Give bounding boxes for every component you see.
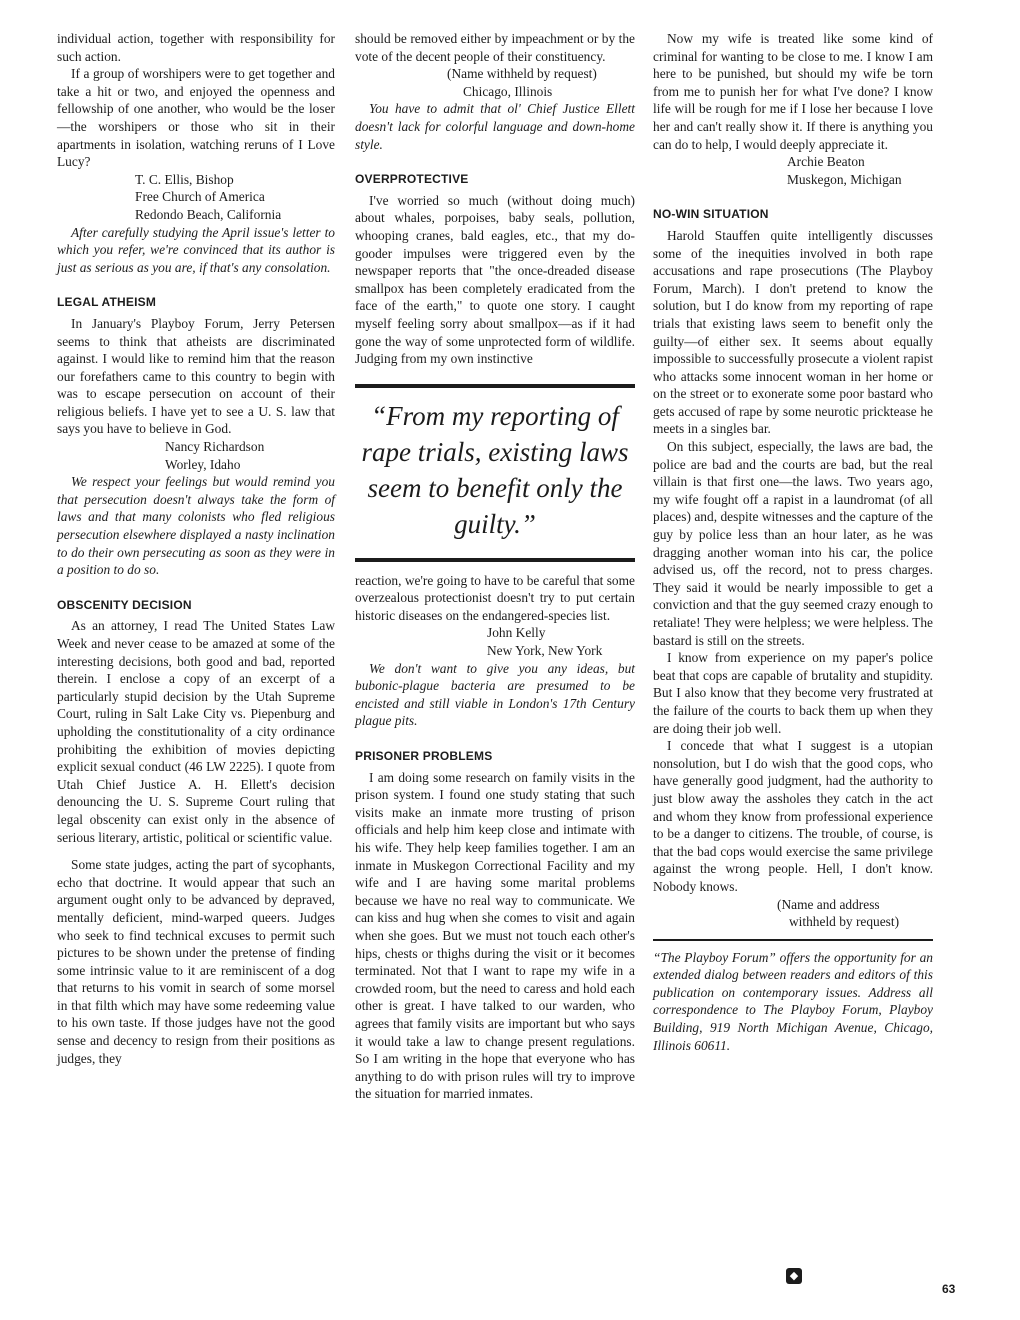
letter-paragraph: Harold Stauffen quite intelligently discusses some of the inequities involved in both rape accusations and rape prosecutions (The Playboy Forum, March). I don't pretend to know the solution, but I do know from my reporting of rape trials that existing laws seem to benefit only the guilty—of either sex. It seems about equally impossible to successfully prosecute a violent rapist who attacks some innocent woman in her home or on the street or to exonerate some poor bastard who gets accused of rape by some neurotic pricktease he meets in a singles bar. bbox=[653, 227, 933, 437]
signature-name: T. C. Ellis, Bishop bbox=[135, 171, 234, 187]
letter-paragraph: I know from experience on my paper's police beat that cops are capable of brutality and stupidity. But I also know that they become very frustrated at the failure of the courts to back them up when they are doing their job well. bbox=[653, 650, 933, 736]
letter-paragraph: I concede that what I suggest is a utopian nonsolution, but I do wish that the good cops, who have generally good judgment, had the authority to just blow away the assholes they catch in the act and whom they know from professional experience to be a danger to citizens. The trouble, of course, is that the bad cops would exercise the same privilege against the wrong people. Hell, I don't know. Nobody knows. bbox=[653, 738, 933, 894]
letter-paragraph: On this subject, especially, the laws are bad, the police are bad and the courts are bad, but the real villain is that first one—the laws. Two years ago, my wife fought off a rapist in a laundromat (of all places) and, despite witnesses and the capture of the guy by police less than an hour later, as he was dragging another woman into his car, the police advised us, off the record, not to press charges. They said it would be nearly impossible to get a conviction and that the guy seemed crazy enough to retaliate! They were helpless; we were helpless. The bastard is still on the streets. bbox=[653, 439, 933, 648]
column-1 bbox=[57, 30, 335, 1067]
letter-paragraph: In January's Playboy Forum, Jerry Petersen seems to think that atheists are discriminated against. I would like to remind him that the reason our forefathers came to this country to begin with was to escape persecution on account of their religious beliefs. I have yet to see a U. S. law that says you have to believe in God. bbox=[57, 315, 335, 437]
signature-name: (Name and address bbox=[777, 896, 880, 912]
rabbit-logo-icon: ◆ bbox=[786, 1268, 802, 1284]
signature-location: New York, New York bbox=[487, 643, 603, 659]
signature-name: Nancy Richardson bbox=[165, 439, 265, 455]
signature-name: Archie Beaton bbox=[787, 154, 865, 170]
editor-reply: We don't want to give you any ideas, but bubonic-plague bacteria are presumed to be encisted and still viable in London's 17th Century plague pits. bbox=[355, 660, 635, 729]
letter-paragraph: I've worried so much (without doing much) about whales, porpoises, baby seals, pollution, whooping cranes, bald eagles, etc., that my do-gooder impulses were triggered even by the newspaper reports that "the once-dreaded disease smallpox has been completely eradicated from the face of the earth," to quote one story. I caught myself feeling sorry about smallpox—as if it had gone the way of some unprotected form of wildlife. Judging from my own instinctive bbox=[355, 192, 635, 367]
column-2 bbox=[355, 30, 635, 1103]
letter-paragraph: Some state judges, acting the part of sycophants, echo that doctrine. It would appear that such an argument ought only to be advanced by depraved, mentally deficient, mind-warped queers. Judges who seek to find technical excuses to permit such pictures to be shown under the pretense of finding some intrinsic value to it are reminiscent of a dog that returns to his vomit in search of some morsel in that filth which may have some redeeming value to his own taste. If those judges have not the good sense and decency to resign from their positions as judges, they bbox=[57, 857, 335, 1066]
signature-location: Chicago, Illinois bbox=[463, 83, 553, 99]
section-heading: LEGAL ATHEISM bbox=[57, 295, 157, 310]
letter-paragraph: reaction, we're going to have to be careful that some overzealous protectionist doesn't try to put certain historic diseases on the endangered-species list. bbox=[355, 572, 635, 623]
column-3 bbox=[653, 30, 933, 1054]
section-heading: OBSCENITY DECISION bbox=[57, 597, 192, 612]
signature-location: Redondo Beach, California bbox=[135, 206, 282, 222]
signature-location: Muskegon, Michigan bbox=[787, 171, 902, 187]
letter-paragraph: individual action, together with responsibility for such action. bbox=[57, 31, 335, 64]
section-heading: NO-WIN SITUATION bbox=[653, 207, 769, 222]
page-number: 63 bbox=[942, 1282, 956, 1296]
section-heading: OVERPROTECTIVE bbox=[355, 172, 469, 187]
letter-paragraph: As an attorney, I read The United States Law Week and never cease to be amazed at some of the interesting decisions, both good and bad, reported therein. I enclose a copy of an excerpt of a particularly stupid decision by the Utah Supreme Court, ruling in Salt Lake City vs. Piepenburg and upholding the constitutionality of a city ordinance prohibiting the exhibition of movies depicting explicit sexual conduct (46 LW 2225). I quote from Utah Chief Justice A. H. Ellett's decision denouncing the U. S. Supreme Court ruling that legal obscenity can exist only in the absence of serious literary, artistic, political or scientific value. bbox=[57, 618, 335, 845]
signature-location: Worley, Idaho bbox=[165, 456, 241, 472]
signature-location: withheld by request) bbox=[789, 914, 900, 930]
signature-name: John Kelly bbox=[487, 625, 546, 641]
signature-name: (Name withheld by request) bbox=[447, 66, 597, 82]
letter-paragraph: Now my wife is treated like some kind of criminal for wanting to be close to me. I know I am here to be punished, but should my wife be torn from me to punish her for what I've done? I know life will be rough for me if I lose her because I love her and can't really show it. If there is anything you can do to help, I would deeply appreciate it. bbox=[653, 31, 933, 152]
section-heading: PRISONER PROBLEMS bbox=[355, 749, 493, 764]
editor-reply: We respect your feelings but would remind you that persecution doesn't always take the form of laws and that many colonists who fled religious persecution elsewhere displayed a nasty inclination to do their own persecuting as soon as they were in a position to do so. bbox=[57, 474, 335, 578]
pull-quote: “From my reporting of rape trials, existing laws seem to benefit only the guilty.” bbox=[355, 384, 635, 562]
editor-reply: You have to admit that ol' Chief Justice Ellett doesn't lack for colorful language and down-home style. bbox=[355, 101, 635, 152]
forum-note: “The Playboy Forum” offers the opportunity for an extended dialog between readers and editors of this publication on contemporary issues. Address all correspondence to The Playboy Forum, Playboy Building, 919 North Michigan Avenue, Chicago, Illinois 60611. bbox=[653, 939, 933, 1055]
editor-reply: After carefully studying the April issue's letter to which you refer, we're convinced that its author is just as serious as you are, if that's any consolation. bbox=[57, 224, 335, 275]
letter-paragraph: I am doing some research on family visits in the prison system. I found one study stating that such visits make an inmate more trusting of prison officials and help him keep close and intimate with his wife. They help keep families together. I am an inmate in Muskegon Correctional Facility and my wife and I are having some marital problems because we have no real way to communicate. We can kiss and hug when she comes to visit and again when she goes. But we must not touch each other's hips, chests or thighs during the visit or it becomes terminated. Not that I want to rape my wife in a crowded room, but the need to caress and hold each other is great. I have talked to our warden, who agrees that family visits are important but who says it would take a law to change present regulations. So I am writing in the hope that everyone who has anything to do with prison rules will try to improve the situation for married inmates. bbox=[355, 769, 635, 1102]
letter-paragraph: If a group of worshipers were to get together and take a hit or two, and enjoyed the openness and fellowship of one another, who would be the loser—the worshipers or those who sit in their apartments in isolation, watching reruns of I Love Lucy? bbox=[57, 66, 335, 170]
letter-paragraph: should be removed either by impeachment or by the vote of the decent people of their constituency. bbox=[355, 31, 635, 64]
signature-org: Free Church of America bbox=[135, 189, 265, 205]
